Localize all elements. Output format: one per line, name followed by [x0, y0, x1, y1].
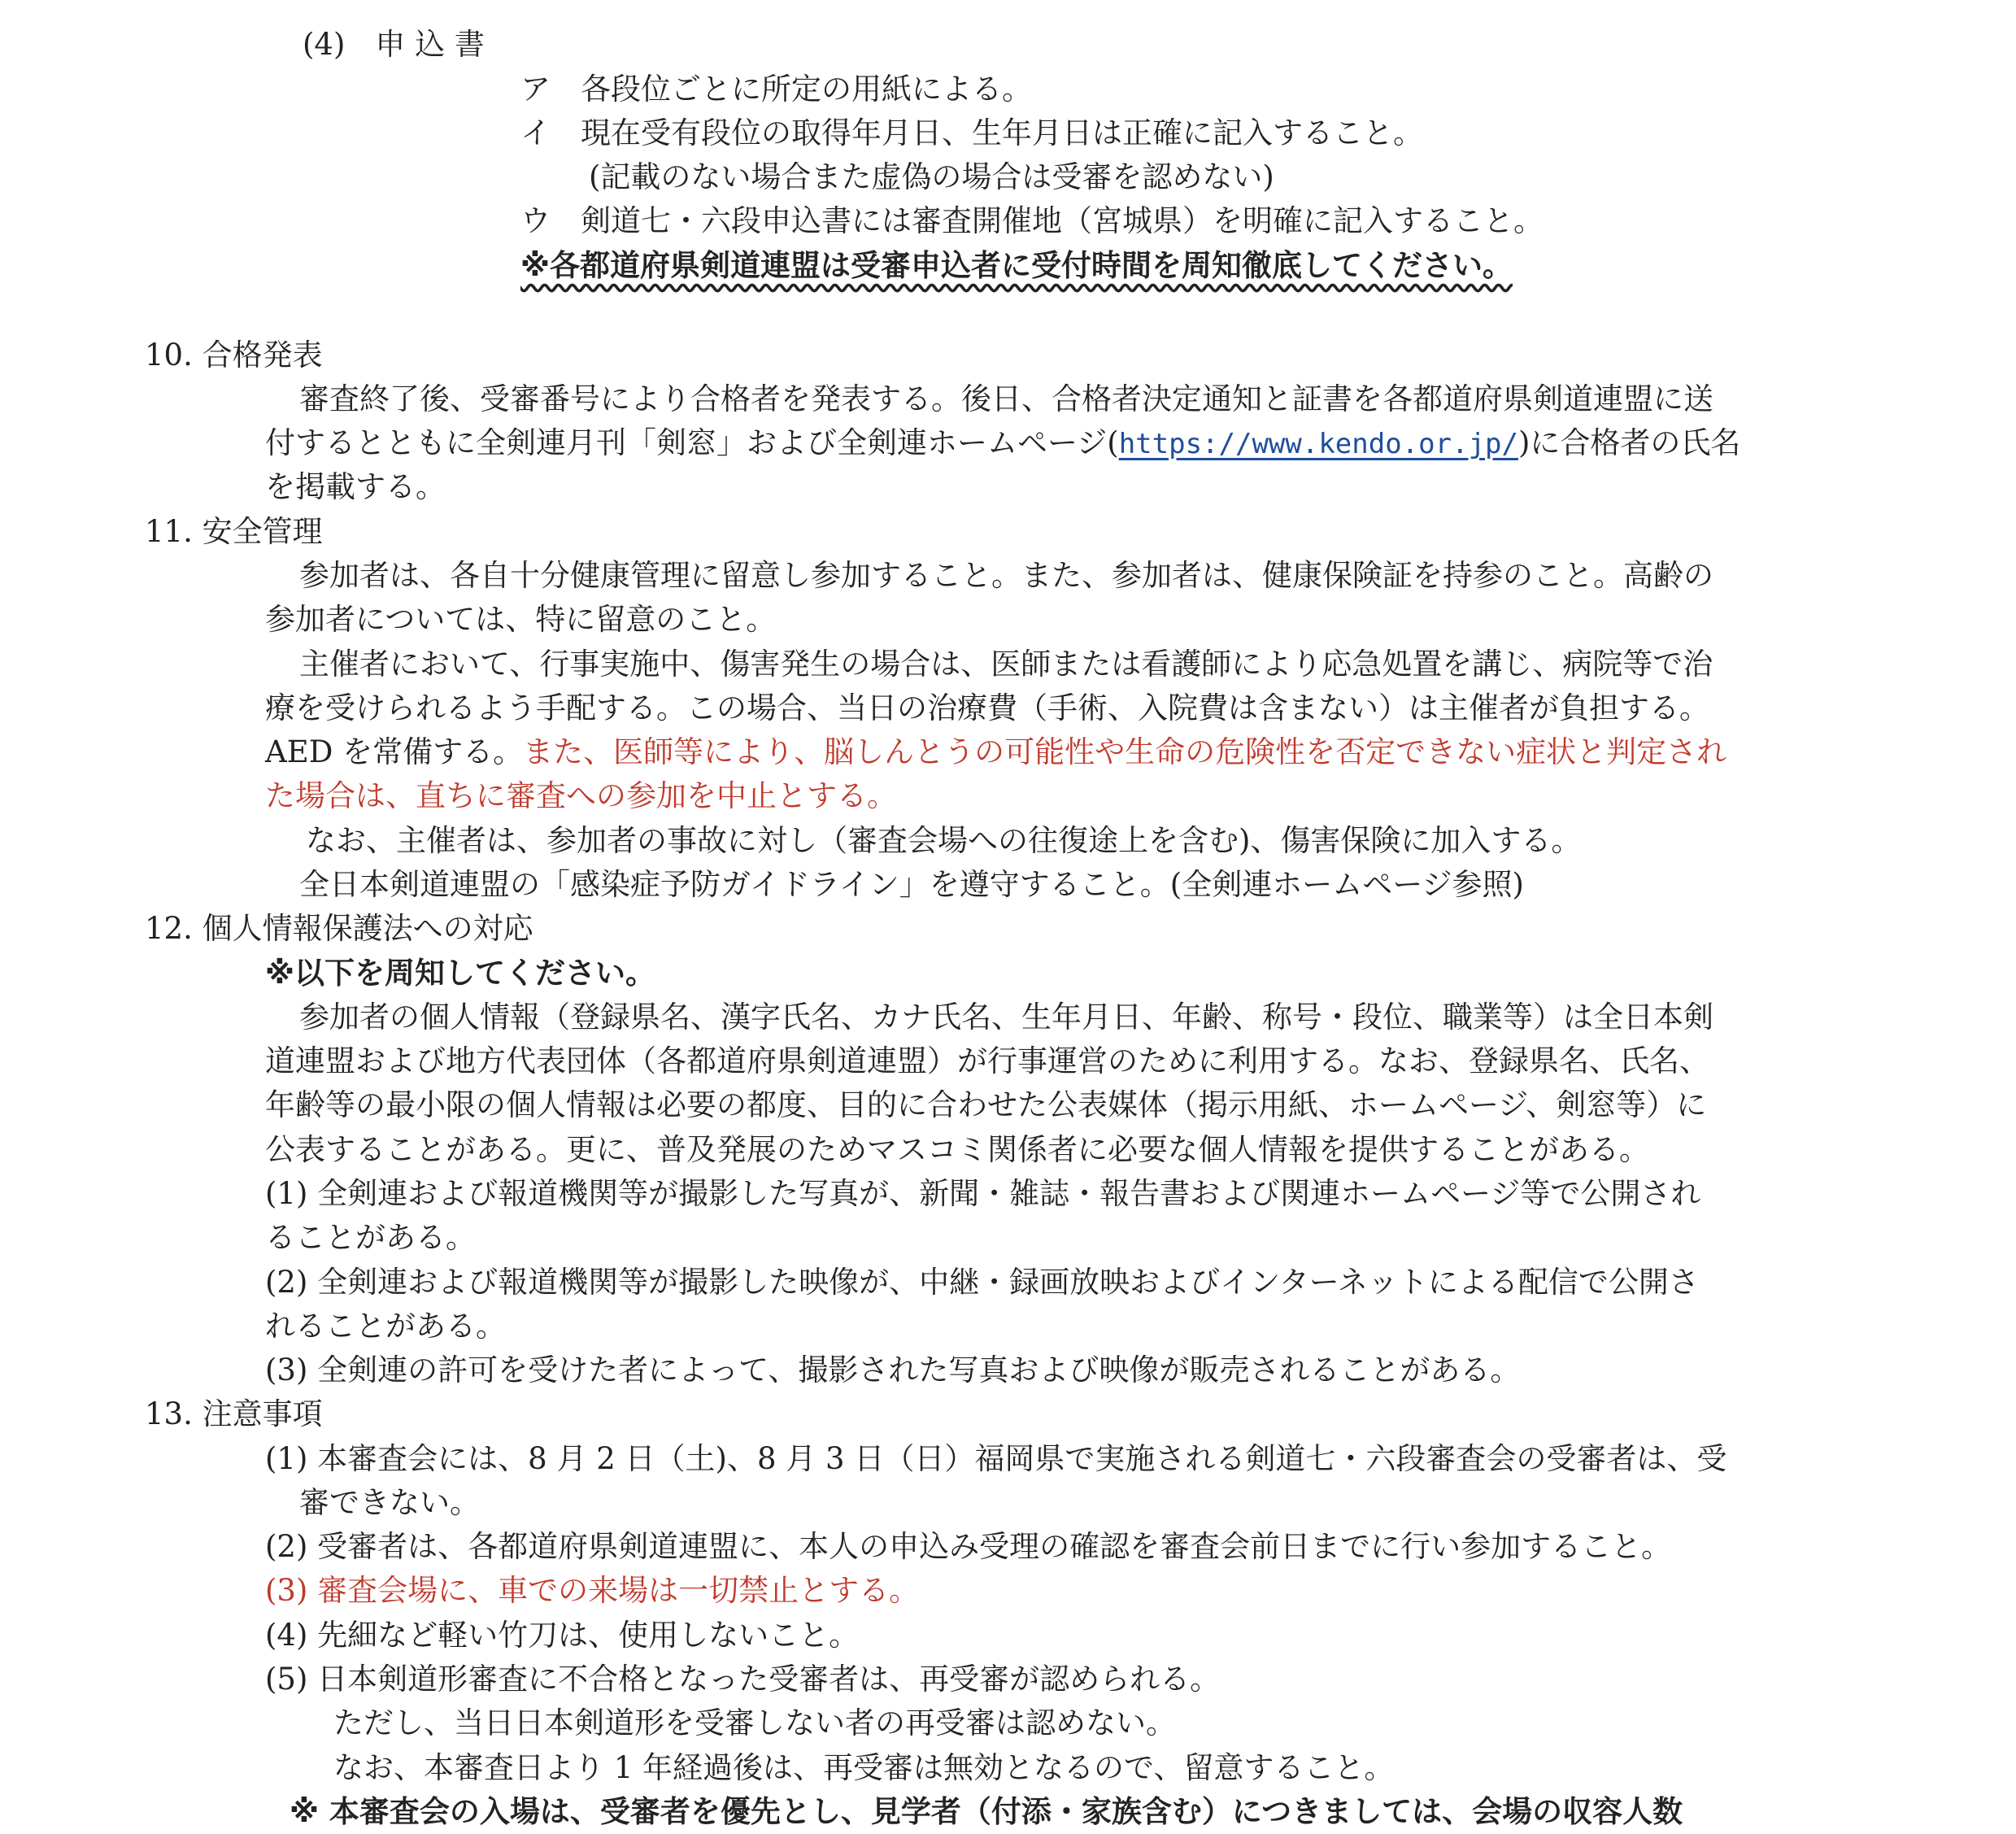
s13-item-3-no-cars: (3) 審査会場に、車での来場は一切禁止とする。 — [265, 1573, 920, 1608]
notice-inform: ※以下を周知してください。 — [265, 956, 655, 991]
s12-p1-line-2: 道連盟および地方代表団体（各都道府県剣道連盟）が行事運営のために利用する。なお、登録県名、氏名、 — [265, 1043, 1709, 1078]
item-a: ア 各段位ごとに所定の用紙による。 — [520, 72, 1032, 107]
s12-item-1-line-2: ることがある。 — [265, 1220, 476, 1255]
s11-p2-line-2: 療を受けられるよう手配する。この場合、当日の治療費（手術、入院費は含まない）は主催者が負担する。 — [265, 690, 1709, 725]
section-4-heading: (4) 申 込 書 — [303, 27, 485, 62]
s12-item-2-line-2: れることがある。 — [265, 1309, 506, 1344]
s13-item-5: (5) 日本剣道形審査に不合格となった受審者は、再受審が認められる。 — [265, 1662, 1221, 1697]
s11-p2-line-1: 主催者において、行事実施中、傷害発生の場合は、医師または看護師により応急処置を講じ、病院等で治 — [299, 647, 1713, 682]
section-13-heading: 13. 注意事項 — [145, 1396, 323, 1431]
s10-line-1: 審査終了後、受審番号により合格者を発表する。後日、合格者決定通知と証書を各都道府県剣道連盟に送 — [299, 381, 1713, 416]
s12-item-1-line-1: (1) 全剣連および報道機関等が撮影した写真が、新聞・雑誌・報告書および関連ホームページ等で公開され — [265, 1176, 1701, 1211]
s12-p1-line-1: 参加者の個人情報（登録県名、漢字氏名、カナ氏名、生年月日、年齢、称号・段位、職業等）は全日本剣 — [299, 1000, 1713, 1035]
concussion-warning: また、医師等により、脳しんとうの可能性や生命の危険性を否定できない症状と判定され — [523, 734, 1727, 769]
notice-text: ※各都道府県剣道連盟は受審申込者に受付時間を周知徹底してください。 — [520, 248, 1513, 283]
item-i: イ 現在受有段位の取得年月日、生年月日は正確に記入すること。 — [520, 115, 1423, 150]
s11-p1-line-2: 参加者については、特に留意のこと。 — [265, 602, 777, 637]
section-11-heading: 11. 安全管理 — [145, 514, 323, 549]
s11-p4: 全日本剣道連盟の「感染症予防ガイドライン」を遵守すること。(全剣連ホームページ参照) — [299, 867, 1524, 902]
s13-item-1-line-1: (1) 本審査会には、8 月 2 日（土)、8 月 3 日（日）福岡県で実施される剣道七・六段審査会の受審者は、受 — [265, 1441, 1727, 1476]
s11-p1-line-1: 参加者は、各自十分健康管理に留意し参加すること。また、参加者は、健康保険証を持参のこと。高齢の — [299, 558, 1713, 593]
s12-p1-line-3: 年齢等の最小限の個人情報は必要の都度、目的に合わせた公表媒体（掲示用紙、ホームページ、剣窓等）に — [265, 1087, 1707, 1122]
s10-line-2 — [265, 421, 1740, 466]
section-10-heading: 10. 合格発表 — [145, 338, 323, 372]
s10-line-2-post: )に合格者の氏名 — [1517, 425, 1741, 460]
s13-item-4: (4) 先細など軽い竹刀は、使用しないこと。 — [265, 1618, 860, 1653]
s13-item-1-line-2: 審できない。 — [299, 1485, 480, 1520]
s13-item-5-note-a: ただし、当日日本剣道形を受審しない者の再受審は認めない。 — [333, 1705, 1176, 1740]
item-u: ウ 剣道七・六段申込書には審査開催地（宮城県）を明確に記入すること。 — [520, 203, 1544, 238]
item-i-note: (記載のない場合また虚偽の場合は受審を認めない) — [589, 159, 1274, 194]
kendo-homepage-link[interactable]: https://www.kendo.or.jp/ — [1118, 428, 1518, 460]
s10-line-3: を掲載する。 — [265, 469, 446, 504]
s11-p3: なお、主催者は、参加者の事故に対し（審査会場への往復途上を含む)、傷害保険に加入する。 — [306, 823, 1582, 858]
section-12-heading: 12. 個人情報保護法への対応 — [145, 911, 533, 946]
notice-reception-time — [520, 244, 1513, 288]
concussion-warning-cont: た場合は、直ちに審査への参加を中止とする。 — [265, 778, 897, 813]
aed-text: AED を常備する。 — [265, 734, 524, 769]
s13-item-5-note-b: なお、本審査日より 1 年経過後は、再受審は無効となるので、留意すること。 — [333, 1750, 1395, 1785]
s10-line-2-pre: 付するとともに全剣連月刊「剣窓」および全剣連ホームページ( — [265, 425, 1119, 460]
s13-item-2: (2) 受審者は、各都道府県剣道連盟に、本人の申込み受理の確認を審査会前日までに行い参加すること。 — [265, 1529, 1672, 1564]
s12-item-3: (3) 全剣連の許可を受けた者によって、撮影された写真および映像が販売されることがある。 — [265, 1353, 1521, 1387]
s12-item-2-line-1: (2) 全剣連および報道機関等が撮影した映像が、中継・録画放映およびインターネットによる配信で公開さ — [265, 1265, 1699, 1300]
s11-p2-line-3 — [265, 730, 1726, 774]
admission-notice: ※ 本審査会の入場は、受審者を優先とし、見学者（付添・家族含む）につきましては、会場の収容人数 — [290, 1794, 1683, 1829]
s12-p1-line-4: 公表することがある。更に、普及発展のためマスコミ関係者に必要な個人情報を提供することがある。 — [265, 1132, 1649, 1167]
